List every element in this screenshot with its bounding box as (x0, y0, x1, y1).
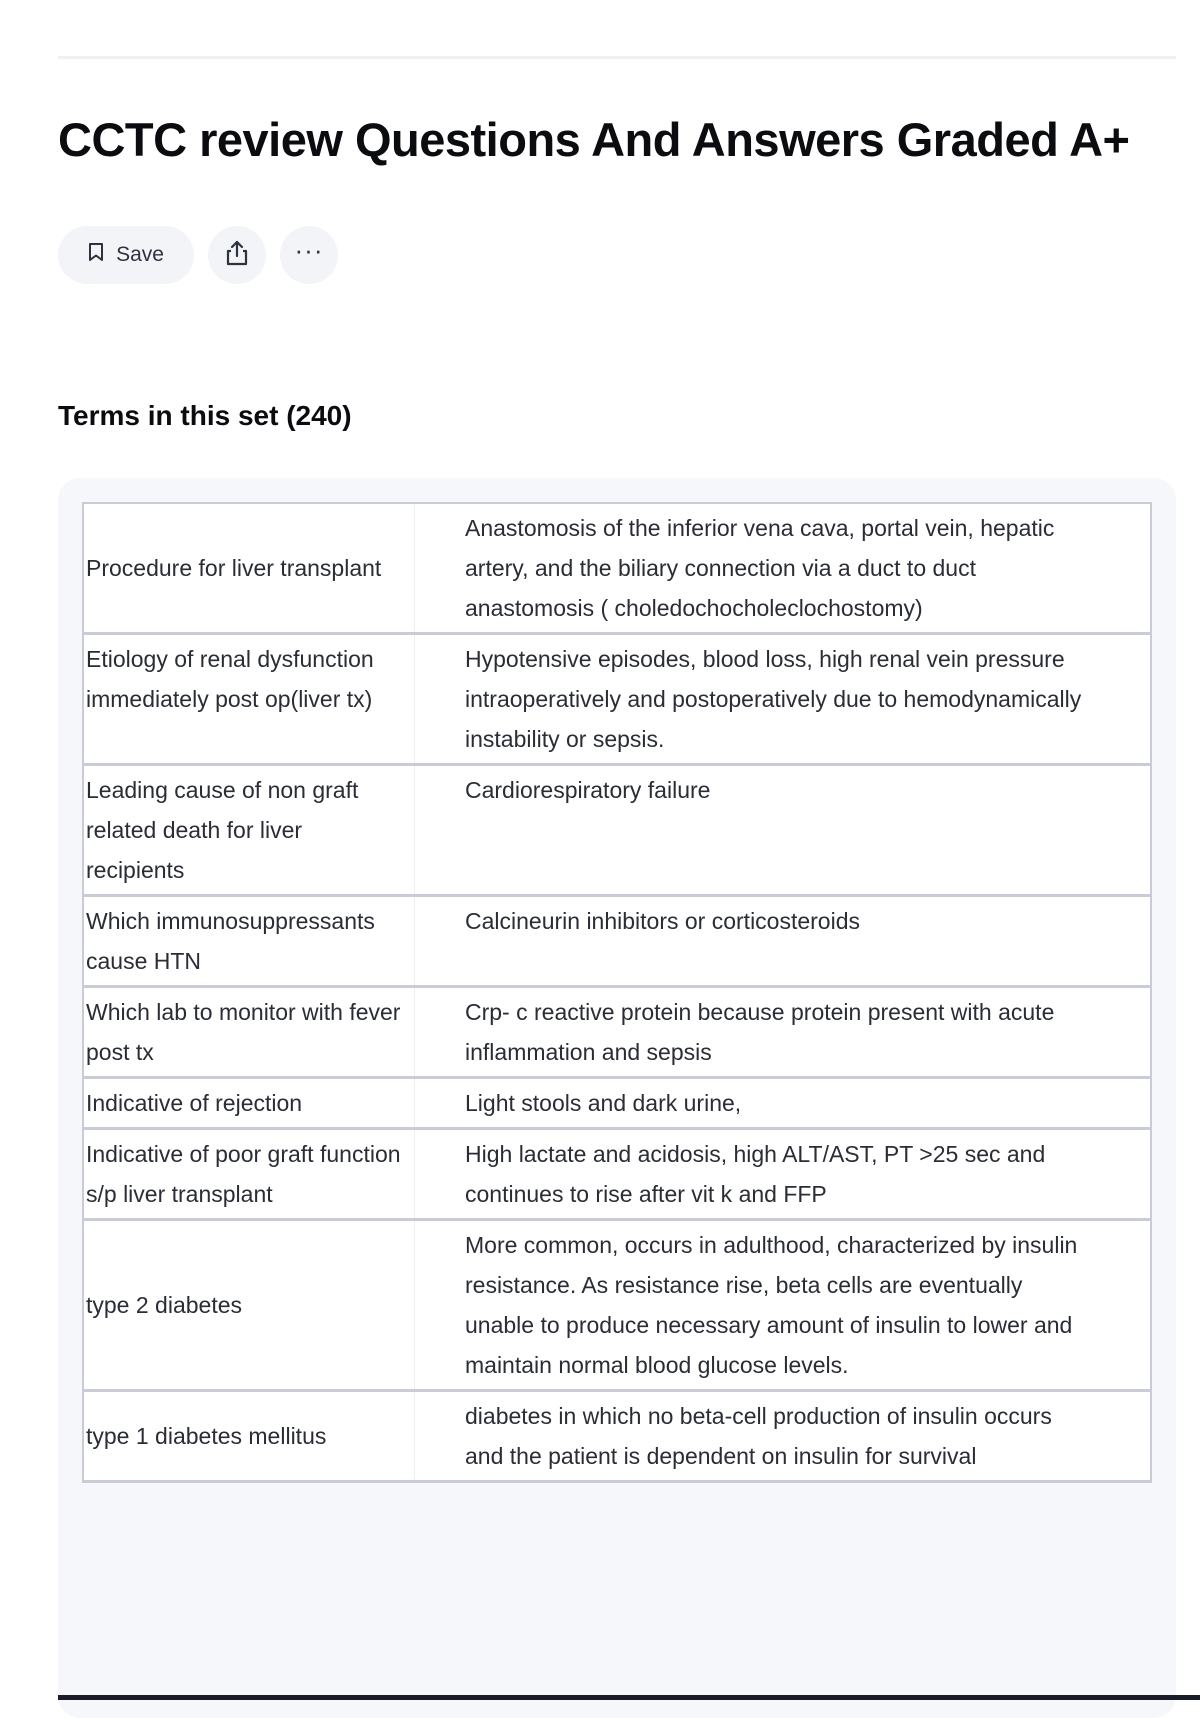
definition-cell: Light stools and dark urine, (415, 1078, 1152, 1129)
top-divider (58, 56, 1176, 59)
term-cell: type 1 diabetes mellitus (83, 1391, 415, 1482)
table-row (83, 1078, 1151, 1129)
term-cell: Etiology of renal dysfunction immediately post op(liver tx) (83, 634, 415, 765)
bottom-divider (58, 1695, 1200, 1700)
table-row (83, 987, 1151, 1078)
table-row (83, 634, 1151, 765)
table-row (83, 1220, 1151, 1391)
page-title: CCTC review Questions And Answers Graded A+ (58, 113, 1130, 166)
table-row (83, 1391, 1151, 1482)
table-row (83, 1129, 1151, 1220)
terms-heading: Terms in this set (240) (58, 400, 352, 431)
term-cell: Indicative of rejection (83, 1078, 415, 1129)
more-options-button[interactable] (280, 226, 338, 284)
definition-cell: Cardiorespiratory failure (415, 765, 1152, 896)
term-cell: Procedure for liver transplant (83, 503, 415, 634)
term-cell: Which lab to monitor with fever post tx (83, 987, 415, 1078)
term-cell: Which immunosuppressants cause HTN (83, 896, 415, 987)
term-cell: Indicative of poor graft function s/p liver transplant (83, 1129, 415, 1220)
definition-cell: diabetes in which no beta-cell production of insulin occurs and the patient is dependent on insulin for survival (415, 1391, 1152, 1482)
terms-table (82, 502, 1152, 1483)
more-dots-icon: ··· (294, 235, 324, 265)
term-cell: type 2 diabetes (83, 1220, 415, 1391)
share-icon (224, 239, 250, 272)
definition-cell: Hypotensive episodes, blood loss, high renal vein pressure intraoperatively and postoperatively due to hemodynamically instability or sepsis. (415, 634, 1152, 765)
save-label: Save (116, 243, 164, 266)
definition-cell: High lactate and acidosis, high ALT/AST, PT >25 sec and continues to rise after vit k and FFP (415, 1129, 1152, 1220)
bookmark-icon (88, 242, 104, 268)
share-button[interactable] (208, 226, 266, 284)
definition-cell: Crp- c reactive protein because protein present with acute inflammation and sepsis (415, 987, 1152, 1078)
action-bar (58, 226, 338, 284)
definition-cell: Anastomosis of the inferior vena cava, portal vein, hepatic artery, and the biliary connection via a duct to duct anastomosis ( choledochocholeclochostomy) (415, 503, 1152, 634)
definition-cell: More common, occurs in adulthood, characterized by insulin resistance. As resistance rise, beta cells are eventually unable to produce necessary amount of insulin to lower and maintain normal blood glucose levels. (415, 1220, 1152, 1391)
table-row (83, 765, 1151, 896)
table-row (83, 896, 1151, 987)
save-button[interactable] (58, 226, 194, 284)
term-cell: Leading cause of non graft related death for liver recipients (83, 765, 415, 896)
table-row (83, 503, 1151, 634)
definition-cell: Calcineurin inhibitors or corticosteroids (415, 896, 1152, 987)
